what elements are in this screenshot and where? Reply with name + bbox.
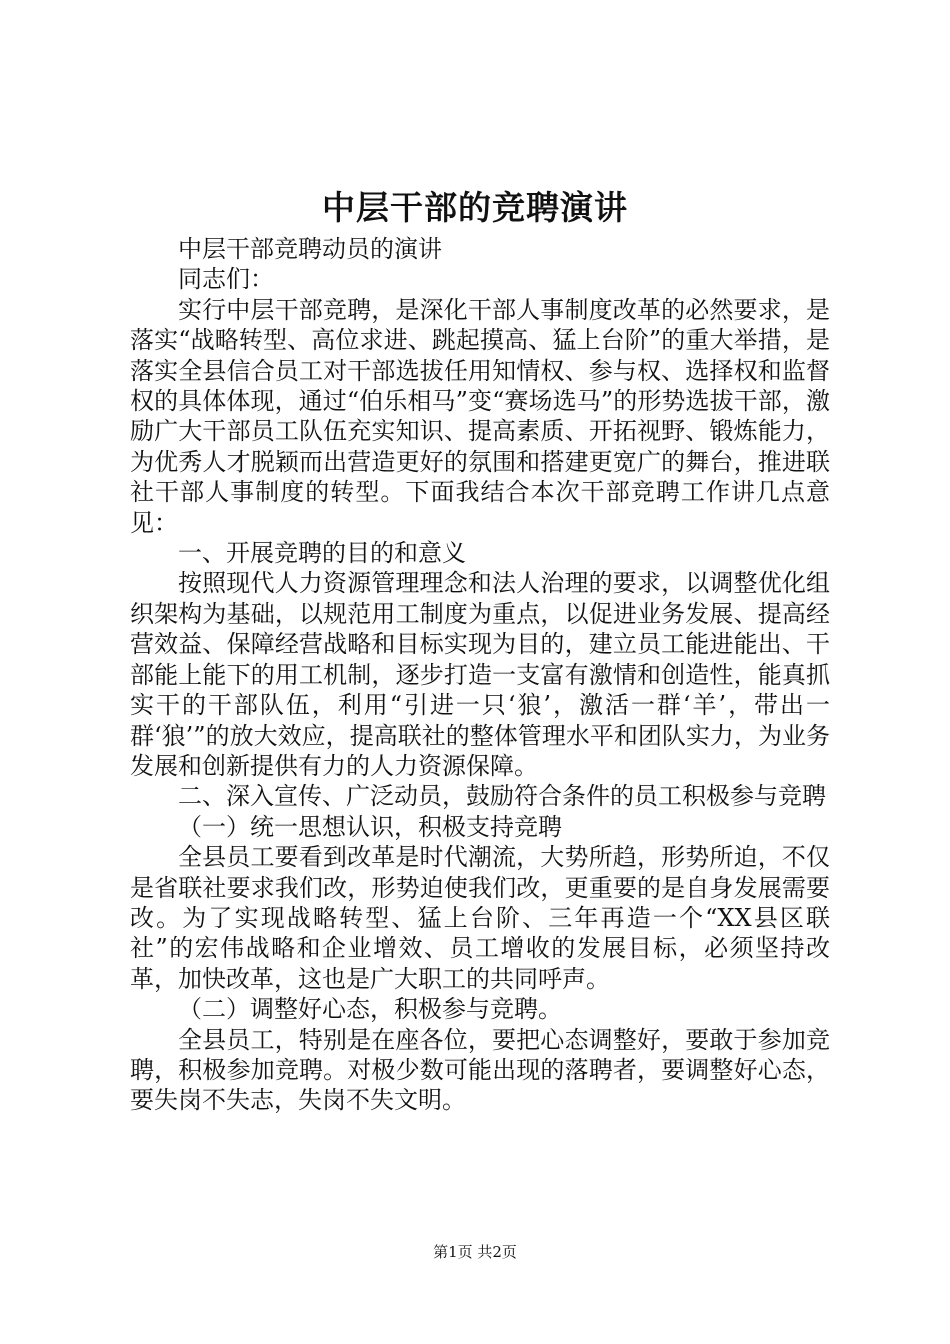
paragraph-salutation: 同志们： <box>178 265 274 294</box>
paragraph-intro: 实行中层干部竞聘，是深化干部人事制度改革的必然要求，是落实“战略转型、高位求进、跳起摸高、猛上台阶”的重大举措，是落实全县信合员工对干部选拔任用知情权、参与权、选择权和监督权的具体体现，通过“伯乐相马”变“赛场选马”的形势选拔干部，激励广大干部员工队伍充实知识、提高素质、开拓视野、锻炼能力，为优秀人才脱颖而出营造更好的氛围和搭建更宽广的舞台，推进联社干部人事制度的转型。下面我结合本次干部竞聘工作讲几点意见： <box>130 295 830 537</box>
document-title: 中层干部的竞聘演讲 <box>322 188 628 227</box>
subsection-heading-1: （一）统一思想认识，积极支持竞聘 <box>178 812 562 841</box>
paragraph-subtitle: 中层干部竞聘动员的演讲 <box>178 235 442 263</box>
page-number: 第1页 共2页 <box>433 1243 517 1261</box>
paragraph-purpose: 按照现代人力资源管理理念和法人治理的要求，以调整优化组织架构为基础，以规范用工制度为重点，以促进业务发展、提高经营效益、保障经营战略和目标实现为目的，建立员工能进能出、干部能上能下的用工机制，逐步打造一支富有激情和创造性，能真抓实干的干部队伍，利用“引进一只‘狼’，激活一群‘羊’，带出一群‘狼’”的放大效应，提高联社的整体管理水平和团队实力，为业务发展和创新提供有力的人力资源保障。 <box>130 569 830 780</box>
paragraph-mindset: 全县员工，特别是在座各位，要把心态调整好，要敢于参加竞聘，积极参加竞聘。对极少数可能出现的落聘者，要调整好心态，要失岗不失志，失岗不失文明。 <box>130 1025 830 1115</box>
document-body <box>130 234 830 1116</box>
subsection-heading-2: （二）调整好心态，积极参与竞聘。 <box>178 995 562 1024</box>
paragraph-reform: 全县员工要看到改革是时代潮流，大势所趋，形势所迫，不仅是省联社要求我们改，形势迫使我们改，更重要的是自身发展需要改。为了实现战略转型、猛上台阶、三年再造一个“XX县区联社”的宏伟战略和企业增效、员工增收的发展目标，必须坚持改革，加快改革，这也是广大职工的共同呼声。 <box>130 843 830 993</box>
section-heading-1: 一、开展竞聘的目的和意义 <box>178 539 466 568</box>
section-heading-2: 二、深入宣传、广泛动员，鼓励符合条件的员工积极参与竞聘 <box>178 782 826 811</box>
